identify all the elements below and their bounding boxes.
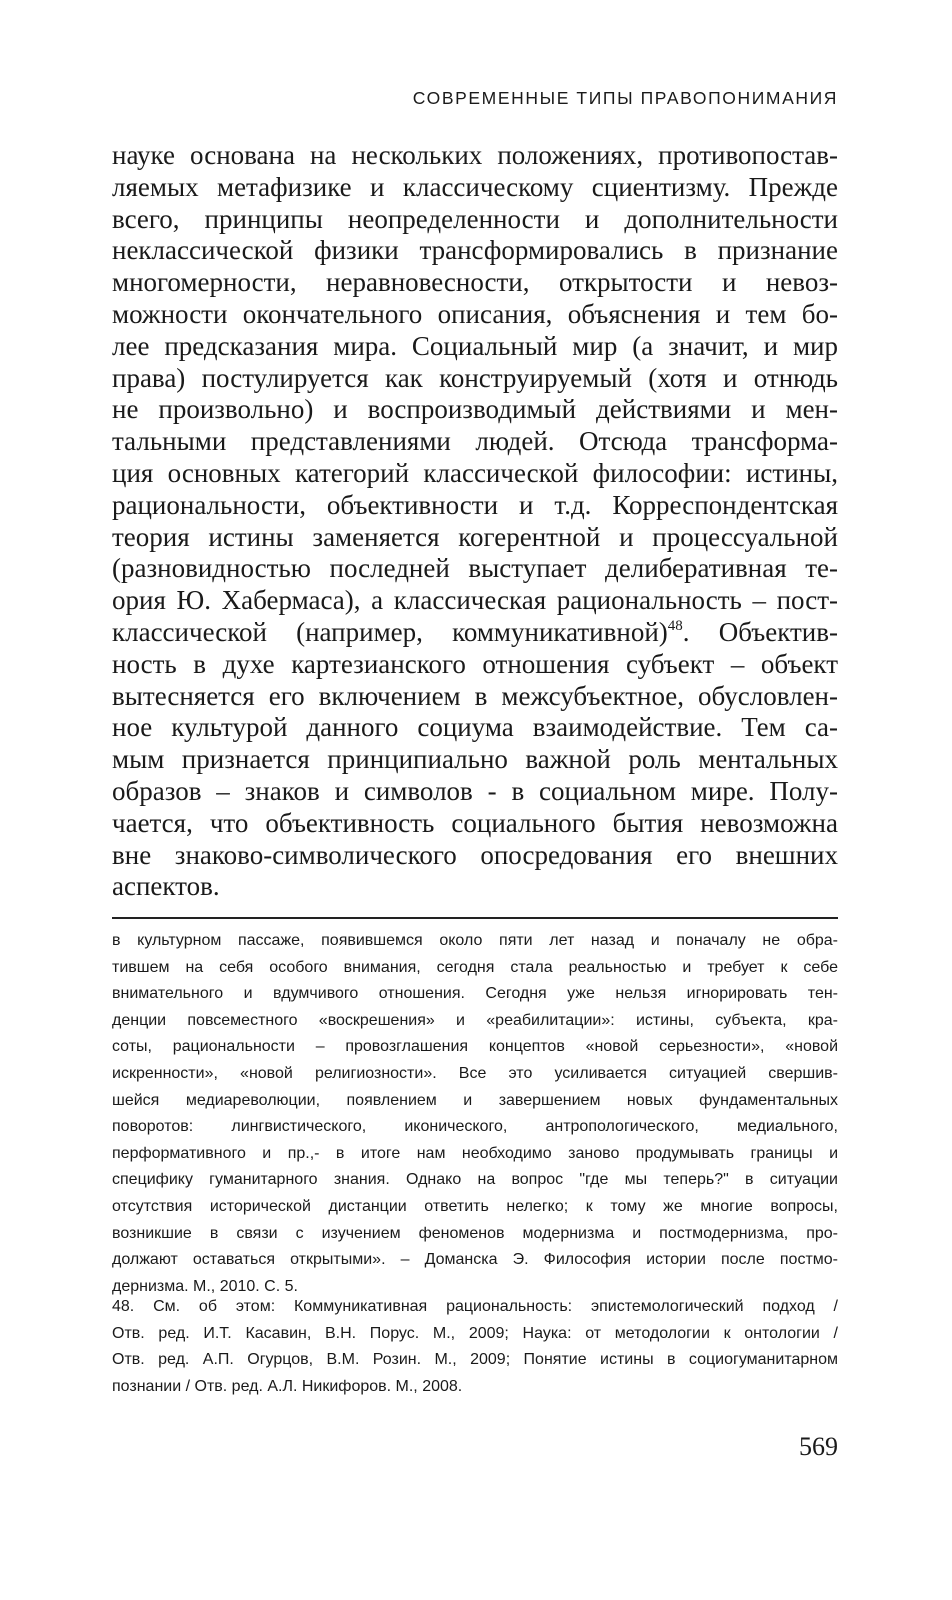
body-line: (разновидностью последней выступает делиберативная те- xyxy=(112,553,838,584)
body-line: тальными представлениями людей. Отсюда трансформа- xyxy=(112,426,838,457)
footnote-line: должают оставаться открытыми». – Доманска Э. Философия истории после постмо- xyxy=(112,1251,838,1269)
body-line: науке основана на нескольких положениях, противопостав- xyxy=(112,140,838,170)
body-line: вытесняется его включением в межсубъектное, обусловлен- xyxy=(112,680,838,711)
body-line: многомерности, неравновесности, открытости и невоз- xyxy=(112,267,838,298)
body-text xyxy=(112,140,838,903)
body-line: вне знаково-символического опосредования его внешних xyxy=(112,839,838,870)
body-line: права) постулируется как конструируемый (хотя и отнюдь xyxy=(112,362,838,393)
footnote-divider xyxy=(112,917,838,919)
footnote-line: отсутствия исторической дистанции ответить нелегко; к тому же многие вопросы, xyxy=(112,1197,838,1215)
body-line: ция основных категорий классической философии: истины, xyxy=(112,457,838,488)
footnote-continued xyxy=(112,928,838,1300)
running-title: СОВРЕМЕННЫЕ ТИПЫ ПРАВОПОНИМАНИЯ xyxy=(412,88,838,108)
footnote-48 xyxy=(112,1294,838,1400)
body-line-text: классической (например, коммуникативной) xyxy=(112,616,668,647)
footnote-line: шейся медиареволюции, появлением и завершением новых фундаментальных xyxy=(112,1091,838,1109)
body-line: образов – знаков и символов - в социальном мире. Полу- xyxy=(112,775,838,806)
page-number: 569 xyxy=(799,1432,838,1461)
body-line: рациональности, объективности и т.д. Корреспондентская xyxy=(112,489,838,520)
body-line: можности окончательного описания, объяснения и тем бо- xyxy=(112,298,838,329)
body-line: всего, принципы неопределенности и дополнительности xyxy=(112,203,838,234)
body-line: ность в духе картезианского отношения субъект – объект xyxy=(112,648,838,679)
footnote-line: дернизма. М., 2010. С. 5. xyxy=(112,1277,298,1295)
footnote-line: в культурном пассаже, появившемся около пяти лет назад и поначалу не обра- xyxy=(112,932,838,949)
footnote-ref-48[interactable]: 48 xyxy=(667,617,683,634)
footnote-line: денции повсеместного «воскрешения» и «реабилитации»: истины, субъекта, кра- xyxy=(112,1011,838,1029)
footnote-line: возникшие в связи с изучением феноменов модернизма и постмодернизма, про- xyxy=(112,1224,838,1242)
footnote-line: искренности», «новой религиозности». Все это усиливается ситуацией свершив- xyxy=(112,1064,838,1082)
body-line: аспектов. xyxy=(112,871,220,902)
footnote-line: поворотов: лингвистического, иконического, антропологического, медиального, xyxy=(112,1118,838,1136)
footnote-line: Отв. ред. И.Т. Касавин, В.Н. Порус. М., 2009; Наука: от методологии к онтологии / xyxy=(112,1324,838,1342)
body-line: мым признается принципиально важной роль ментальных xyxy=(112,744,838,775)
body-line: теория истины заменяется когерентной и процессуальной xyxy=(112,521,838,552)
body-line: неклассической физики трансформировались в признание xyxy=(112,235,838,266)
body-line-with-footnote-ref xyxy=(112,617,838,649)
footnote-line: Отв. ред. А.П. Огурцов, В.М. Розин. М., 2009; Понятие истины в социогуманитарном xyxy=(112,1351,838,1369)
body-line: ория Ю. Хабермаса), а классическая рациональность – пост- xyxy=(112,585,838,616)
footnote-line: перформативного и пр.,- в итоге нам необходимо заново продумывать границы и xyxy=(112,1144,838,1162)
footnote-line: тившем на себя особого внимания, сегодня стала реальностью и требует к себе xyxy=(112,958,838,976)
footnote-line: специфику гуманитарного знания. Однако на вопрос "где мы теперь?" в ситуации xyxy=(112,1171,838,1189)
footnote-line: познании / Отв. ред. А.Л. Никифоров. М., 2008. xyxy=(112,1377,463,1395)
body-line: ное культурой данного социума взаимодействие. Тем са- xyxy=(112,712,838,743)
body-line: ляемых метафизике и классическому сциентизму. Прежде xyxy=(112,171,838,202)
body-line: чается, что объективность социального бытия невозможна xyxy=(112,807,838,838)
body-line: лее предсказания мира. Социальный мир (а значит, и мир xyxy=(112,330,838,361)
body-line-text: . Объектив- xyxy=(682,616,838,647)
body-line: не произвольно) и воспроизводимый действиями и мен- xyxy=(112,394,838,425)
footnote-line: соты, рациональности – провозглашения концептов «новой серьезности», «новой xyxy=(112,1038,838,1056)
footnote-line: внимательного и вдумчивого отношения. Сегодня уже нельзя игнорировать тен- xyxy=(112,985,838,1003)
footnote-line: 48. См. об этом: Коммуникативная рациональность: эпистемологический подход / xyxy=(112,1298,838,1315)
